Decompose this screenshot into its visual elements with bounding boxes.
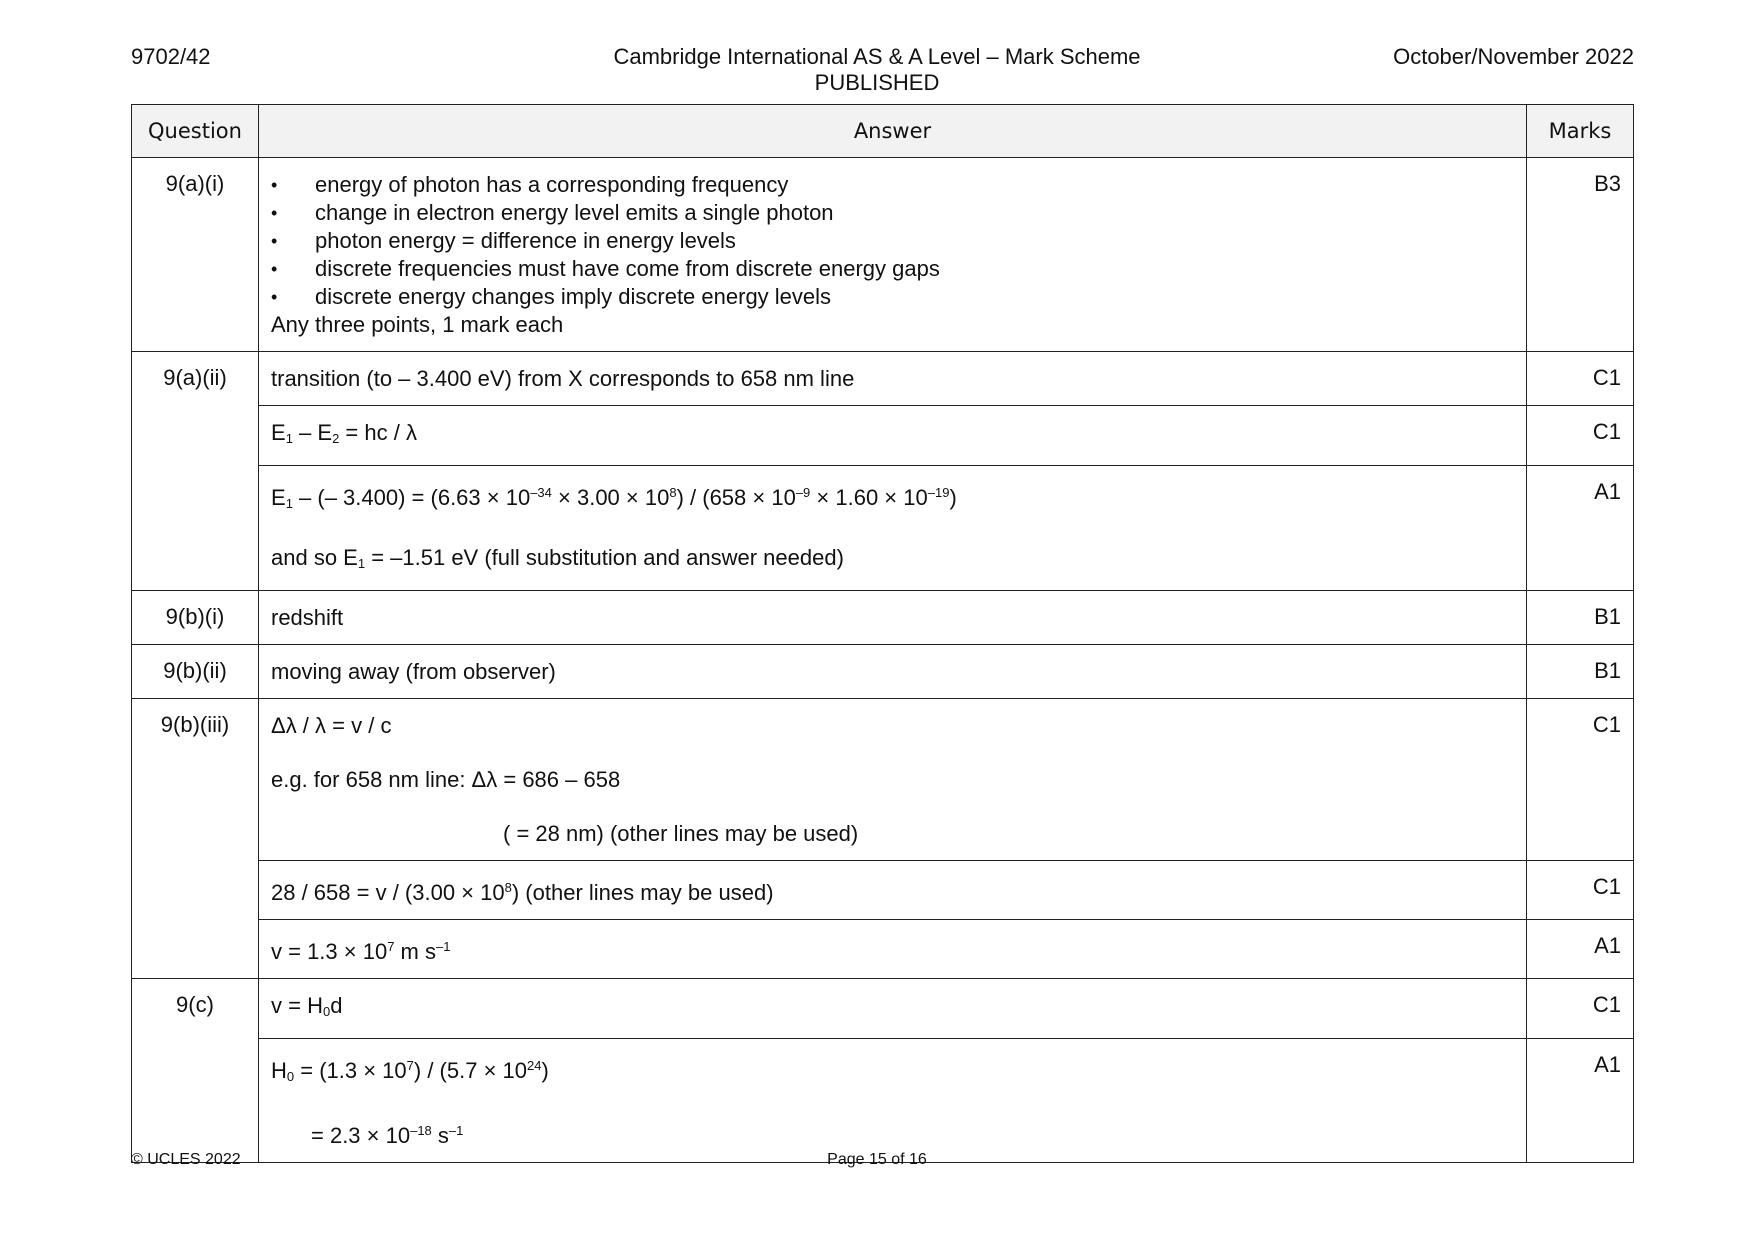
table-row: [132, 1039, 1634, 1163]
superscript: –18: [410, 1123, 432, 1138]
subscript: 1: [357, 556, 366, 571]
answer-cell: [259, 1039, 1527, 1163]
superscript: 8: [504, 880, 512, 895]
equation-line: [271, 1117, 1514, 1150]
table-row: [132, 861, 1634, 920]
answer-cell: transition (to – 3.400 eV) from X corresponds to 658 nm line: [259, 352, 1527, 406]
equation-text: × 1.60 × 10: [810, 485, 928, 510]
mark-value: A1: [1527, 466, 1634, 591]
mark-value: A1: [1527, 1039, 1634, 1163]
equation-text: d: [330, 993, 343, 1018]
superscript: 7: [406, 1058, 414, 1073]
question-number: 9(b)(iii): [132, 699, 259, 979]
answer-cell: [259, 406, 1527, 466]
equation-line: ( = 28 nm) (other lines may be used): [503, 821, 859, 846]
list-item: • discrete energy changes imply discrete energy levels: [271, 283, 1514, 311]
table-row: [132, 466, 1634, 591]
equation-text: = hc / λ: [339, 420, 417, 445]
equation-text: E: [271, 420, 286, 445]
equation-text: ) (other lines may be used): [511, 880, 774, 905]
superscript: –19: [927, 485, 950, 500]
equation-text: ) / (658 × 10: [676, 485, 796, 510]
equation-text: v = H: [271, 993, 323, 1018]
question-number: 9(a)(i): [132, 158, 259, 352]
answer-cell: redshift: [259, 591, 1527, 645]
answer-line: [271, 544, 1514, 578]
mark-value: C1: [1527, 699, 1634, 861]
equation-line: [271, 1052, 1514, 1091]
answer-text: = –1.51 eV (full substitution and answer needed): [365, 545, 844, 570]
question-number: 9(b)(i): [132, 591, 259, 645]
equation-text: 28 / 658 = v / (3.00 × 10: [271, 880, 505, 905]
mark-value: C1: [1527, 352, 1634, 406]
marks-column-header: Marks: [1527, 105, 1634, 158]
mark-scheme-table: [131, 104, 1634, 1163]
table-row: [132, 920, 1634, 979]
mark-value: C1: [1527, 861, 1634, 920]
equation-line: [271, 479, 1514, 518]
superscript: 7: [387, 939, 395, 954]
exam-session: October/November 2022: [1393, 44, 1634, 69]
table-row: [132, 406, 1634, 466]
mark-value: B1: [1527, 645, 1634, 699]
superscript: 24: [527, 1058, 542, 1073]
equation-text: E: [271, 485, 286, 510]
equation-text: m s: [394, 939, 436, 964]
title-line: Cambridge International AS & A Level – Mark Scheme: [613, 44, 1141, 69]
superscript: –1: [436, 939, 451, 954]
question-number: 9(b)(ii): [132, 645, 259, 699]
bullet-list: [271, 171, 1514, 311]
answer-column-header: Answer: [259, 105, 1527, 158]
equation-text: ): [949, 485, 957, 510]
equation-text: H: [271, 1058, 287, 1083]
list-item: • change in electron energy level emits a single photon: [271, 199, 1514, 227]
equation-text: s: [431, 1123, 449, 1148]
mark-value: C1: [1527, 979, 1634, 1039]
superscript: –9: [795, 485, 811, 500]
answer-cell: [259, 920, 1527, 979]
list-item: • discrete frequencies must have come from discrete energy gaps: [271, 255, 1514, 283]
table-row: [132, 591, 1634, 645]
equation-line: e.g. for 658 nm line: Δλ = 686 – 658: [271, 767, 621, 792]
table-row: [132, 352, 1634, 406]
superscript: –1: [448, 1123, 464, 1138]
equation-text: × 3.00 × 10: [551, 485, 670, 510]
published-label: PUBLISHED: [814, 70, 940, 95]
mark-value: A1: [1527, 920, 1634, 979]
equation-text: ): [541, 1058, 549, 1083]
table-row: [132, 979, 1634, 1039]
question-number: 9(c): [132, 979, 259, 1163]
answer-cell: [259, 466, 1527, 591]
table-row: [132, 699, 1634, 861]
answer-cell: [259, 861, 1527, 920]
table-row: [132, 158, 1634, 352]
equation-text: = (1.3 × 10: [294, 1058, 407, 1083]
subscript: 1: [285, 431, 293, 446]
copyright-notice: © UCLES 2022: [131, 1151, 241, 1168]
list-item: • energy of photon has a corresponding frequency: [271, 171, 1514, 199]
marking-note: Any three points, 1 mark each: [271, 312, 564, 337]
equation-line: Δλ / λ = v / c: [271, 713, 392, 738]
answer-cell: moving away (from observer): [259, 645, 1527, 699]
answer-cell: [259, 979, 1527, 1039]
superscript: –34: [530, 485, 552, 500]
equation-text: – E: [292, 420, 333, 445]
answer-cell: [259, 699, 1527, 861]
mark-value: B1: [1527, 591, 1634, 645]
equation-text: ) / (5.7 × 10: [413, 1058, 528, 1083]
mark-value: B3: [1527, 158, 1634, 352]
subscript: 0: [322, 1004, 331, 1019]
list-item: • photon energy = difference in energy levels: [271, 227, 1514, 255]
table-header-row: [132, 105, 1634, 158]
equation-text: – (– 3.400) = (6.63 × 10: [292, 485, 531, 510]
answer-cell: [259, 158, 1527, 352]
equation-text: = 2.3 × 10: [311, 1123, 411, 1148]
superscript: 8: [669, 485, 677, 500]
mark-value: C1: [1527, 406, 1634, 466]
question-column-header: Question: [132, 105, 259, 158]
subscript: 2: [332, 431, 340, 446]
subscript: 0: [286, 1069, 295, 1084]
equation-text: v = 1.3 × 10: [271, 939, 388, 964]
subscript: 1: [285, 496, 293, 511]
page-number: Page 15 of 16: [827, 1151, 927, 1168]
question-number: 9(a)(ii): [132, 352, 259, 591]
table-row: [132, 645, 1634, 699]
answer-text: and so E: [271, 545, 358, 570]
paper-code: 9702/42: [131, 44, 211, 69]
